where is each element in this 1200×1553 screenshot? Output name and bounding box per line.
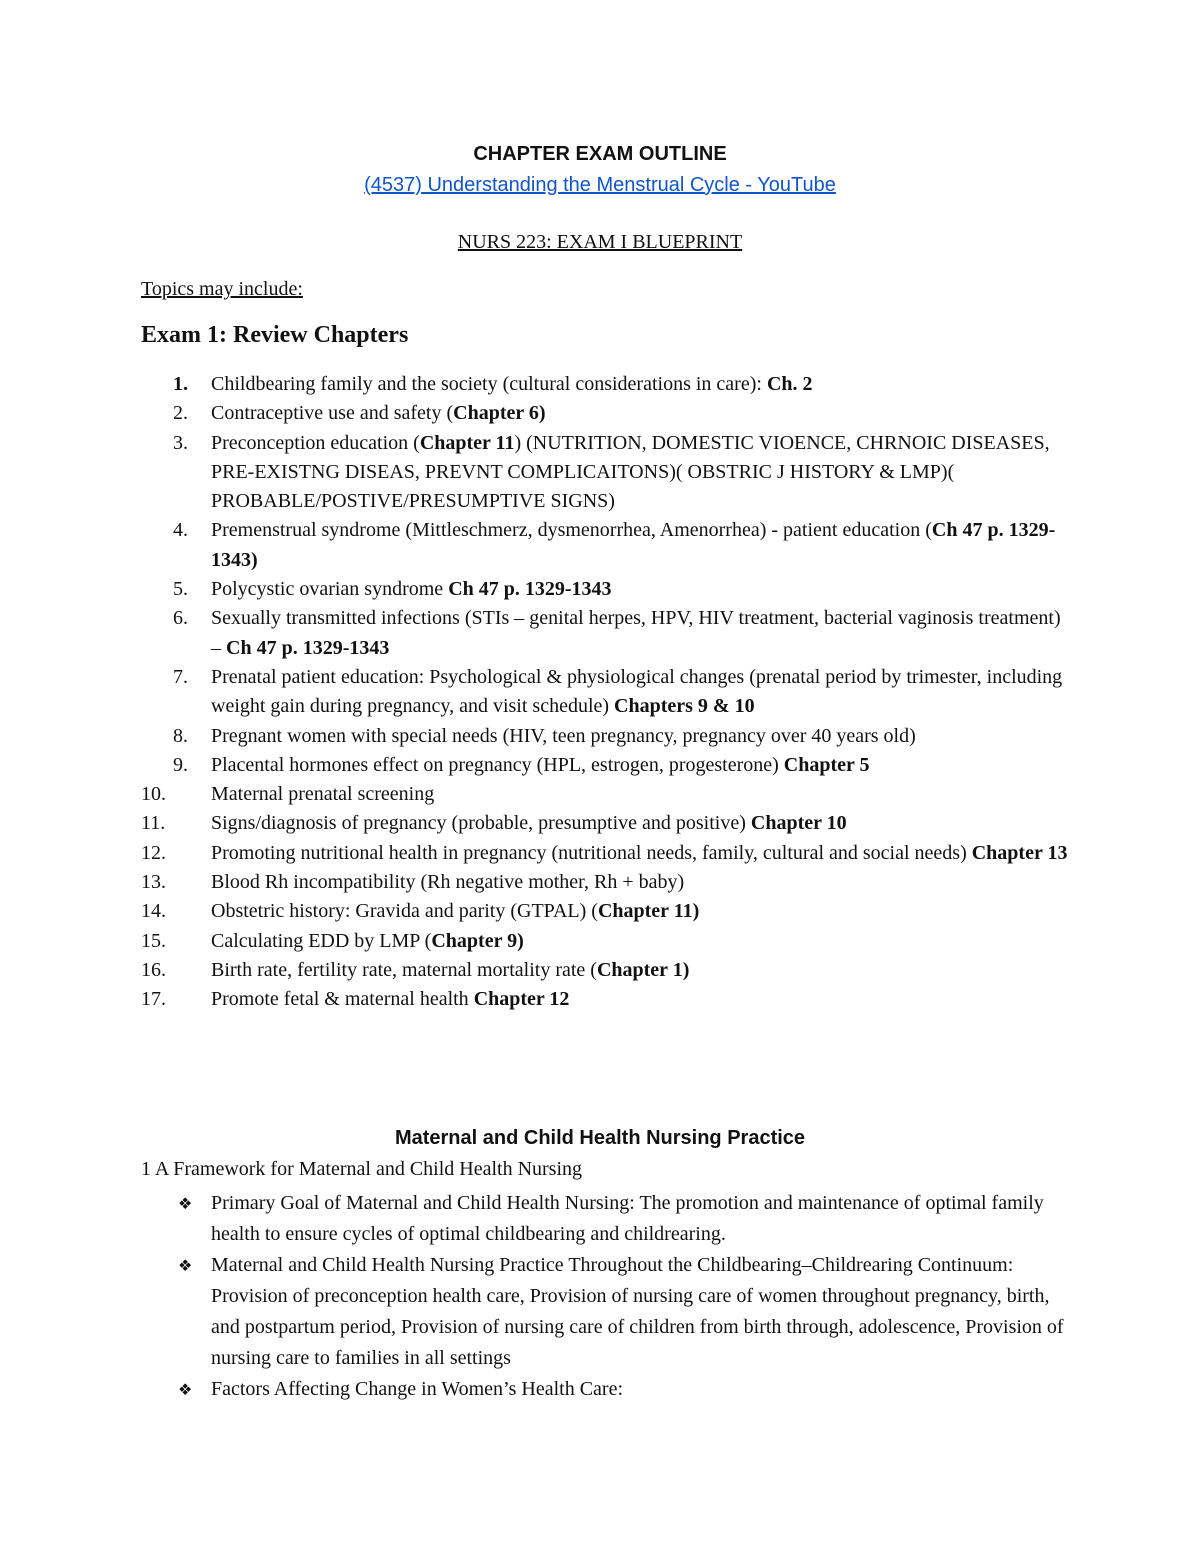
bullet-text: Factors Affecting Change in Women’s Health Care: (211, 1378, 624, 1400)
item-text: Maternal prenatal screening (211, 783, 435, 806)
diamond-bullet-icon: ❖ (178, 1256, 193, 1275)
bullet-item (141, 1374, 1071, 1405)
blueprint-heading: NURS 223: EXAM I BLUEPRINT (457, 231, 743, 253)
item-chapter: Ch. 2 (766, 373, 813, 395)
item-chapter: Chapter 5 (783, 753, 870, 776)
item-chapter: Chapter 1) (596, 958, 690, 981)
item-tail: ) (NUTRITION, DOMESTIC VIOENCE, CHRNOIC DISEASES, PRE-EXISTNG DISEAS, PREVNT COMPLICAITONS)( OBSTRIC J HISTORY & LMP)( PROBABLE/POSTIVE/PRESUMPTIVE SIGNS) (211, 431, 1050, 513)
item-text: Pregnant women with special needs (HIV, teen pregnancy, pregnancy over 40 years old) (211, 724, 916, 747)
item-text: Childbearing family and the society (cultural considerations in care): (211, 373, 767, 395)
item-text: Birth rate, fertility rate, maternal mortality rate ( (211, 958, 597, 981)
list-item (141, 399, 1071, 428)
item-chapter: Ch 47 p. 1329-1343 (448, 578, 612, 601)
youtube-link-row (0, 174, 1200, 197)
exam-heading: Exam 1: Review Chapters (141, 322, 409, 348)
bullet-item (141, 1188, 1071, 1250)
list-item (141, 956, 1071, 985)
item-text: Placental hormones effect on pregnancy (HPL, estrogen, progesterone) (211, 753, 784, 776)
list-item (141, 780, 1071, 809)
item-number: 16. (141, 958, 166, 981)
list-item (141, 604, 1071, 663)
list-item (141, 516, 1071, 575)
item-chapter: Chapter 6) (453, 402, 546, 425)
item-number: 10. (141, 783, 166, 806)
framework-heading: 1 A Framework for Maternal and Child Health Nursing (141, 1158, 583, 1180)
item-text: Blood Rh incompatibility (Rh negative mother, Rh + baby) (211, 871, 685, 894)
bullet-text: Primary Goal of Maternal and Child Health Nursing: The promotion and maintenance of optimal family health to ensure cycles of optimal childbearing and childrearing. (211, 1192, 1044, 1245)
item-text: Preconception education ( (211, 431, 420, 454)
youtube-link[interactable]: (4537) Understanding the Menstrual Cycle - YouTube (364, 174, 836, 196)
item-number: 1. (173, 373, 188, 395)
item-text: Polycystic ovarian syndrome (211, 578, 449, 601)
item-text: Obstetric history: Gravida and parity (GTPAL) ( (211, 900, 598, 923)
item-chapter: Chapters 9 & 10 (614, 695, 755, 718)
item-chapter: Chapter 9) (431, 929, 524, 952)
diamond-bullet-icon: ❖ (178, 1194, 193, 1213)
item-chapter: Ch 47 p. 1329-1343) (211, 519, 1056, 571)
document-title: CHAPTER EXAM OUTLINE (473, 143, 727, 165)
list-item (141, 809, 1071, 838)
item-number: 13. (141, 871, 166, 894)
list-item (141, 429, 1071, 517)
item-chapter: Chapter 13 (971, 841, 1068, 864)
item-text: Promote fetal & maternal health (211, 988, 474, 1011)
list-item (141, 985, 1071, 1014)
list-item (141, 575, 1071, 604)
item-text: Sexually transmitted infections (STIs – genital herpes, HPV, HIV treatment, bacterial vaginosis treatment) – (211, 607, 1061, 659)
list-item (141, 897, 1071, 926)
topics-label: Topics may include: (141, 278, 303, 300)
list-item (141, 751, 1071, 780)
item-text: Contraceptive use and safety ( (211, 402, 454, 425)
item-number: 9. (173, 753, 188, 776)
item-chapter: Chapter 12 (473, 988, 570, 1011)
item-number: 8. (173, 724, 188, 747)
list-item (141, 370, 1071, 399)
section-title: Maternal and Child Health Nursing Practice (394, 1127, 806, 1149)
diamond-bullet-icon: ❖ (178, 1380, 193, 1399)
item-number: 12. (141, 841, 166, 864)
item-number: 15. (141, 929, 166, 952)
item-chapter: Chapter 10 (750, 812, 847, 835)
review-chapter-list (141, 370, 1071, 1015)
item-number: 17. (141, 988, 166, 1011)
item-chapter: Ch 47 p. 1329-1343 (226, 636, 390, 659)
item-text: Prenatal patient education: Psychological & physiological changes (prenatal period by trimester, including weight gain during pregnancy, and visit schedule) (211, 665, 1063, 718)
item-chapter: Chapter 11) (597, 900, 700, 923)
list-item (141, 722, 1071, 751)
bullet-item (141, 1250, 1071, 1374)
item-number: 2. (173, 402, 188, 425)
list-item (141, 839, 1071, 868)
list-item (141, 868, 1071, 897)
item-text: Promoting nutritional health in pregnancy (nutritional needs, family, cultural and social needs) (211, 841, 972, 864)
list-item (141, 663, 1071, 722)
item-number: 14. (141, 900, 166, 923)
item-number: 6. (173, 607, 188, 630)
framework-bullet-list (141, 1188, 1071, 1405)
item-text: Calculating EDD by LMP ( (211, 929, 432, 952)
item-number: 7. (173, 665, 188, 688)
item-number: 3. (173, 431, 188, 454)
item-text: Signs/diagnosis of pregnancy (probable, presumptive and positive) (211, 812, 751, 835)
bullet-text: Maternal and Child Health Nursing Practice Throughout the Childbearing–Childrearing Continuum: Provision of preconception health care, Provision of nursing care of women throughout pregnancy, birth, and postpartum period, Provision of nursing care of children from birth through, adolescence, Provision of nursing care to families in all settings (211, 1254, 1064, 1369)
item-number: 4. (173, 519, 188, 542)
item-number: 11. (141, 812, 166, 835)
item-chapter: Chapter 11 (419, 431, 515, 454)
list-item (141, 927, 1071, 956)
item-number: 5. (173, 578, 188, 601)
item-text: Premenstrual syndrome (Mittleschmerz, dysmenorrhea, Amenorrhea) - patient education ( (211, 519, 932, 542)
